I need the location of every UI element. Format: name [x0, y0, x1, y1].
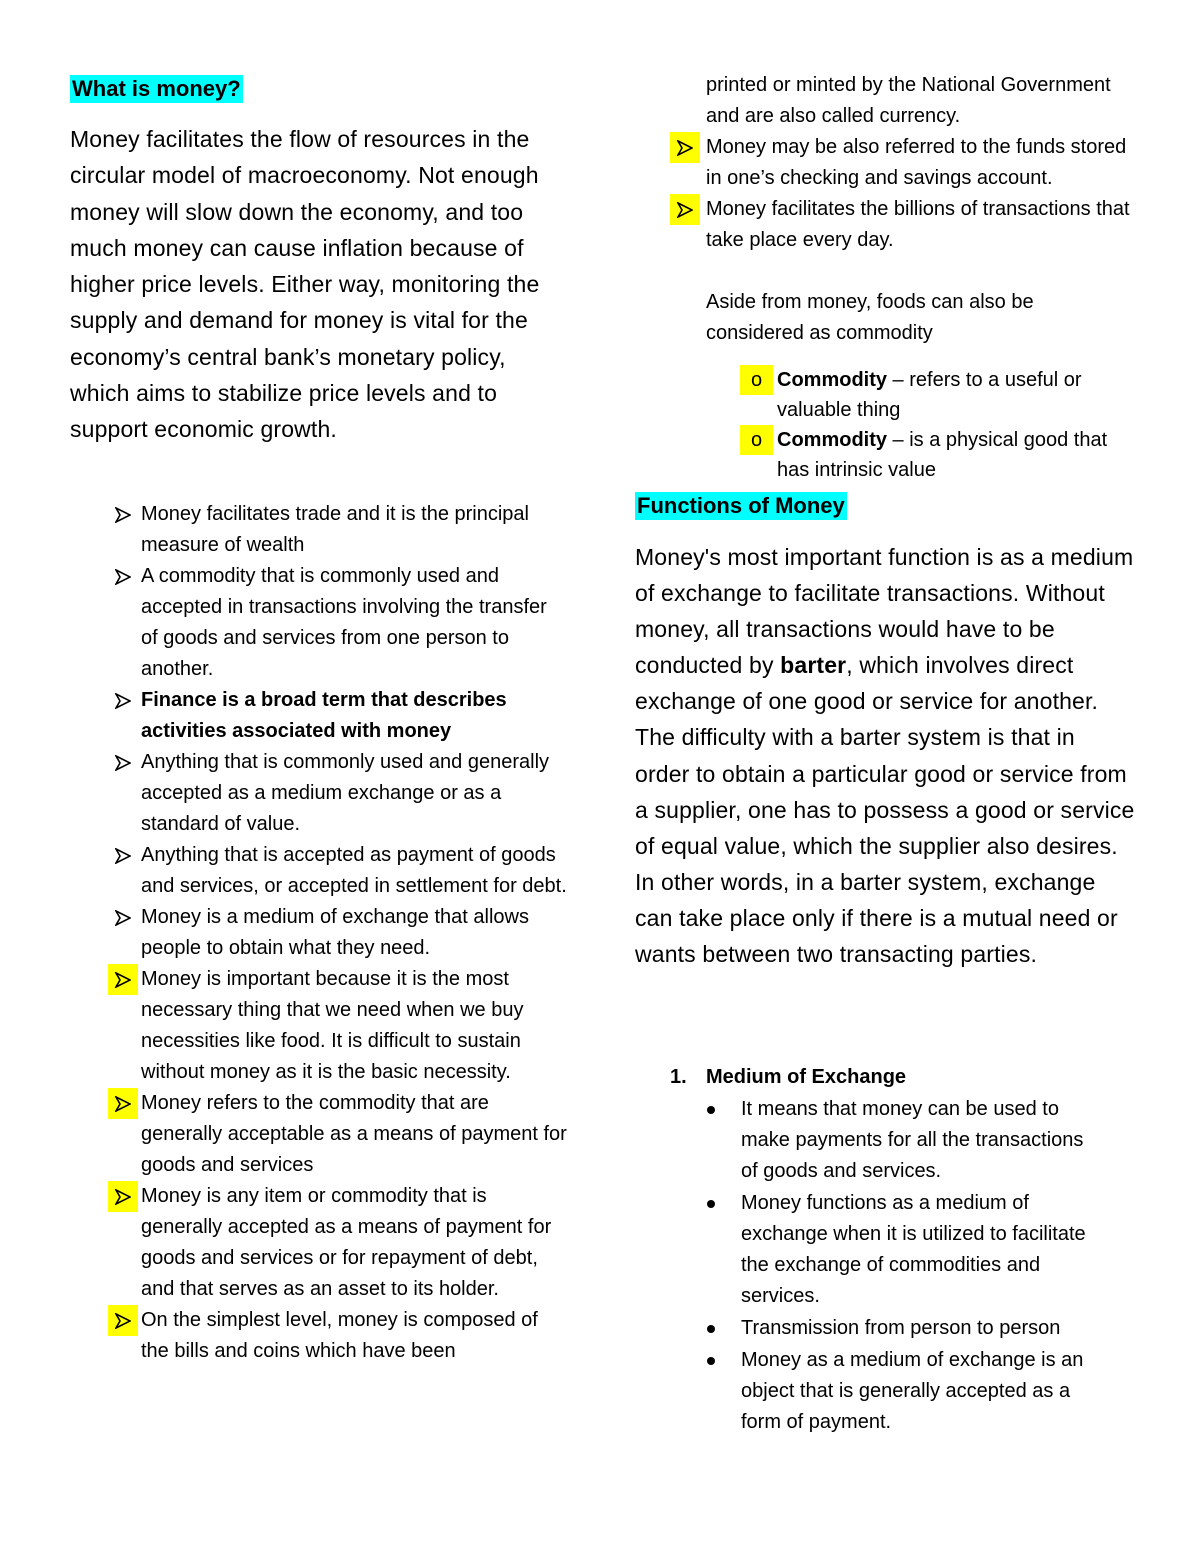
list-item — [670, 132, 1140, 194]
dot-bullet-icon — [707, 1106, 715, 1114]
commodity-definition: – refers to a useful or valuable thing — [777, 369, 1082, 421]
dot-bullet-icon — [707, 1357, 715, 1365]
list-item-text: Transmission from person to person — [741, 1317, 1061, 1339]
list-item — [705, 1345, 1105, 1438]
list-item — [108, 1181, 568, 1305]
list-item — [740, 365, 1140, 425]
arrowhead-bullet-icon — [108, 1305, 138, 1336]
commodity-definitions-list — [740, 365, 1140, 485]
list-item — [108, 902, 568, 964]
commodity-definition: – is a physical good that has intrinsic value — [777, 429, 1108, 481]
list-item-text: Anything that is accepted as payment of goods and services, or accepted in settlement for debt. — [141, 844, 567, 897]
list-item — [705, 1313, 1105, 1344]
functions-numbered-list — [670, 1062, 1140, 1093]
list-item-text: On the simplest level, money is composed of the bills and coins which have been — [141, 1309, 538, 1362]
list-item-text: Money is important because it is the most necessary thing that we need when we buy necessities like food. It is difficult to sustain without money as it is the basic necessity. — [141, 968, 524, 1083]
list-item — [670, 1062, 1140, 1093]
commodity-term: Commodity — [777, 369, 887, 391]
arrowhead-bullet-icon — [670, 132, 700, 163]
money-definitions-list — [108, 499, 568, 1367]
functions-paragraph-part-1: Money's most important function is as a medium of exchange to facilitate transactions. Without money, all transactions would have to be conducted by — [635, 544, 1134, 679]
list-item-text: Money may be also referred to the funds stored in one’s checking and savings account. — [706, 136, 1127, 189]
dot-bullet-icon — [707, 1325, 715, 1333]
circle-bullet-icon: o — [740, 365, 773, 395]
arrowhead-bullet-icon — [108, 1181, 138, 1212]
list-item-text: Money is any item or commodity that is generally accepted as a means of payment for goods and services or for repayment of debt, and that serves as an asset to its holder. — [141, 1185, 552, 1300]
numbered-item-title: Medium of Exchange — [706, 1066, 907, 1088]
list-item-text: Anything that is commonly used and generally accepted as a medium exchange or as a standard of value. — [141, 751, 550, 835]
list-item — [705, 1094, 1105, 1187]
list-item — [705, 1188, 1105, 1312]
arrowhead-bullet-icon — [108, 840, 138, 871]
arrowhead-bullet-icon — [670, 194, 700, 225]
list-item — [108, 1088, 568, 1181]
arrowhead-bullet-icon — [108, 499, 138, 530]
list-item-text: Money facilitates trade and it is the principal measure of wealth — [141, 503, 529, 556]
arrowhead-bullet-icon — [108, 747, 138, 778]
list-item — [108, 964, 568, 1088]
arrowhead-bullet-icon — [108, 561, 138, 592]
list-item-text: Money facilitates the billions of transactions that take place every day. — [706, 198, 1130, 251]
functions-paragraph — [635, 539, 1135, 972]
list-item — [670, 194, 1140, 256]
money-more-list — [670, 132, 1140, 256]
arrowhead-bullet-icon — [108, 685, 138, 716]
continuation-text: printed or minted by the National Government and are also called currency. — [706, 74, 1111, 127]
list-item-text: Money functions as a medium of exchange when it is utilized to facilitate the exchange of commodities and services. — [741, 1192, 1086, 1307]
list-item-text: Finance is a broad term that describes activities associated with money — [141, 689, 507, 742]
barter-term: barter — [780, 652, 847, 679]
medium-of-exchange-points — [705, 1094, 1105, 1439]
list-item — [108, 1305, 568, 1367]
list-item — [108, 561, 568, 685]
arrowhead-bullet-icon — [108, 964, 138, 995]
circle-bullet-icon: o — [740, 425, 773, 455]
list-item-text: Money as a medium of exchange is an object that is generally accepted as a form of payment. — [741, 1349, 1084, 1433]
section-heading-what-is-money: What is money? — [72, 76, 241, 101]
functions-paragraph-part-2: , which involves direct exchange of one good or service for another. The difficulty with a barter system is that in order to obtain a particular good or service from a supplier, one has to possess a good or service of equal value, which the supplier also desires. In other words, in a barter system, exchange can take place only if there is a mutual need or wants between two transacting parties. — [635, 652, 1135, 968]
list-item — [108, 747, 568, 840]
dot-bullet-icon — [707, 1200, 715, 1208]
list-number: 1. — [670, 1066, 687, 1088]
arrowhead-bullet-icon — [108, 902, 138, 933]
section-heading-functions-of-money: Functions of Money — [637, 493, 845, 518]
aside-text: Aside from money, foods can also be considered as commodity — [706, 291, 1034, 344]
list-item — [740, 425, 1140, 485]
list-item-text: Money refers to the commodity that are generally acceptable as a means of payment for goods and services — [141, 1092, 567, 1176]
list-item — [108, 499, 568, 561]
list-item — [108, 840, 568, 902]
list-item-text: It means that money can be used to make payments for all the transactions of goods and services. — [741, 1098, 1084, 1182]
list-item — [108, 685, 568, 747]
arrowhead-bullet-icon — [108, 1088, 138, 1119]
commodity-term: Commodity — [777, 429, 887, 451]
list-item-text: A commodity that is commonly used and accepted in transactions involving the transfer of goods and services from one person to another. — [141, 565, 547, 680]
intro-paragraph: Money facilitates the flow of resources in the circular model of macroeconomy. Not enough money will slow down the economy, and too much money can cause inflation because of higher price levels. Either way, monitoring the supply and demand for money is vital for the economy’s central bank’s monetary policy, which aims to stabilize price levels and to support economic growth. — [70, 126, 540, 443]
list-item-text: Money is a medium of exchange that allows people to obtain what they need. — [141, 906, 529, 959]
